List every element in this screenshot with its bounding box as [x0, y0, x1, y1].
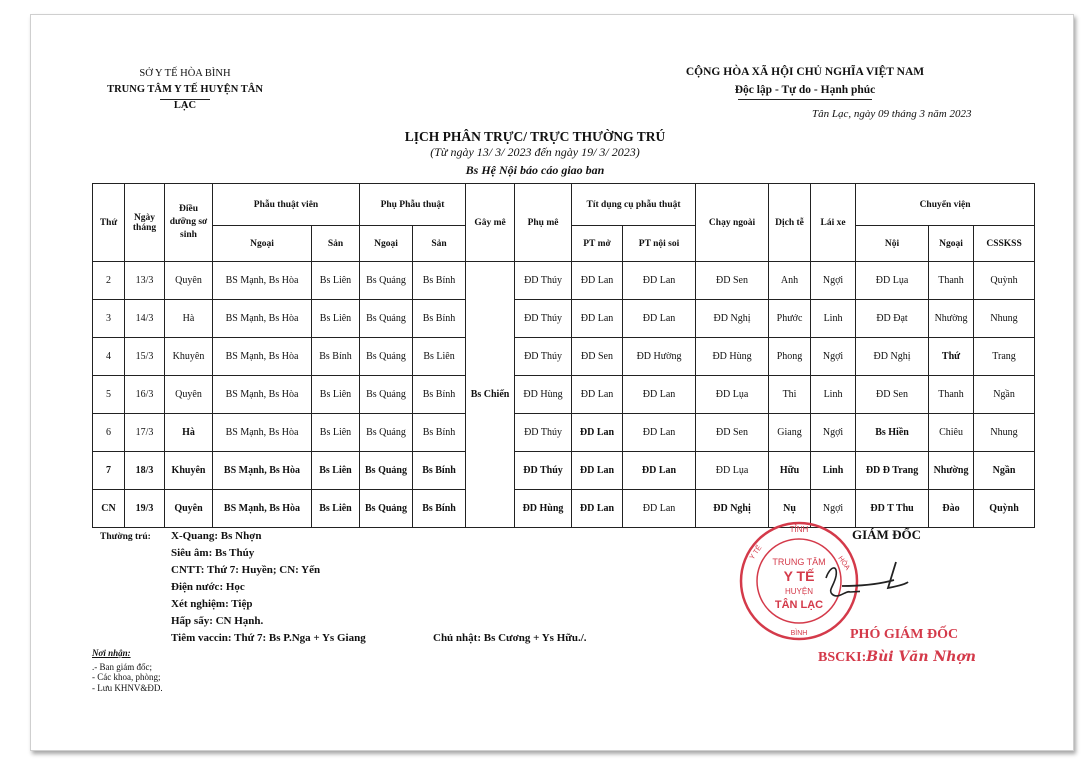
date-range: (Từ ngày 13/ 3/ 2023 đến ngày 19/ 3/ 2023)	[430, 145, 640, 159]
svg-text:HUYỆN: HUYỆN	[784, 587, 814, 596]
cell-chay-ngoai: ĐD Sen	[696, 262, 769, 300]
table-row	[93, 376, 1035, 414]
svg-text:Y TẾ: Y TẾ	[783, 568, 815, 584]
cell-cv-csskss: Quỳnh	[974, 262, 1035, 300]
recipient-item: .- Ban giám đốc;	[92, 661, 152, 672]
header-pt-noi-soi: PT nội soi	[623, 226, 696, 262]
signature-person: Bùi Văn Nhợn	[866, 649, 976, 665]
cell-ngay: 15/3	[125, 338, 165, 376]
header-cv-noi: Nội	[856, 226, 929, 262]
cell-phu-san: Bs Liên	[413, 338, 466, 376]
cell-pt-mo: ĐD Lan	[572, 262, 623, 300]
cell-cv-ngoai: Đào	[929, 490, 974, 528]
cell-dieu-duong: Quyên	[165, 262, 213, 300]
cell-ptv-san: Bs Liên	[312, 262, 360, 300]
header-phu-me: Phụ mê	[515, 184, 572, 262]
cell-chay-ngoai: ĐD Nghị	[696, 300, 769, 338]
cell-pt-mo: ĐD Sen	[572, 338, 623, 376]
cell-dich-te: Hữu	[769, 452, 811, 490]
cell-phu-ngoai: Bs Quảng	[360, 452, 413, 490]
cell-cv-ngoai: Nhường	[929, 300, 974, 338]
header-gay-me: Gây mê	[466, 184, 515, 262]
cell-thu: 7	[93, 452, 125, 490]
cell-chay-ngoai: ĐD Lụa	[696, 376, 769, 414]
cell-dieu-duong: Hà	[165, 300, 213, 338]
reporter-line: Bs Hệ Nội báo cáo giao ban	[465, 163, 605, 177]
cell-ngay: 18/3	[125, 452, 165, 490]
cell-chay-ngoai: ĐD Sen	[696, 414, 769, 452]
header-lai-xe: Lái xe	[811, 184, 856, 262]
header-right-underline	[738, 99, 872, 100]
footer-sieu-am: Siêu âm: Bs Thúy	[171, 547, 255, 559]
cell-cv-csskss: Nhung	[974, 414, 1035, 452]
cell-cv-noi: ĐD Lụa	[856, 262, 929, 300]
cell-pt-mo: ĐD Lan	[572, 414, 623, 452]
cell-dich-te: Giang	[769, 414, 811, 452]
cell-ptv-ngoai: BS Mạnh, Bs Hòa	[213, 300, 312, 338]
cell-pt-mo: ĐD Lan	[572, 300, 623, 338]
cell-ptv-san: Bs Liên	[312, 490, 360, 528]
footer-xet-nghiem: Xét nghiệm: Tiệp	[171, 598, 253, 610]
cell-ptv-ngoai: BS Mạnh, Bs Hòa	[213, 452, 312, 490]
cell-cv-ngoai: Thanh	[929, 262, 974, 300]
table-row	[93, 414, 1035, 452]
handwritten-signature-icon	[840, 560, 910, 600]
header-ngay-thang: Ngày tháng	[125, 184, 165, 262]
cell-lai-xe: Linh	[811, 300, 856, 338]
cell-pt-mo: ĐD Lan	[572, 452, 623, 490]
cell-thu: CN	[93, 490, 125, 528]
footer-xquang: X-Quang: Bs Nhợn	[171, 530, 262, 542]
cell-phu-san: Bs Bính	[413, 452, 466, 490]
cell-ptv-ngoai: BS Mạnh, Bs Hòa	[213, 414, 312, 452]
cell-cv-noi: ĐD Đ Trang	[856, 452, 929, 490]
cell-lai-xe: Linh	[811, 376, 856, 414]
footer-cntt: CNTT: Thứ 7: Huyền; CN: Yến	[171, 564, 321, 576]
table-row	[93, 452, 1035, 490]
cell-ngay: 13/3	[125, 262, 165, 300]
header-cv-csskss: CSSKSS	[974, 226, 1035, 262]
cell-cv-noi: ĐD Sen	[856, 376, 929, 414]
table-row	[93, 490, 1035, 528]
cell-phu-ngoai: Bs Quảng	[360, 262, 413, 300]
recipient-item: - Lưu KHNV&ĐD.	[92, 682, 163, 693]
cell-dich-te: Phước	[769, 300, 811, 338]
cell-cv-ngoai: Thứ	[929, 338, 974, 376]
signature-subtitle: PHÓ GIÁM ĐỐC	[850, 627, 959, 642]
svg-text:TÂN LẠC: TÂN LẠC	[774, 599, 824, 611]
cell-chay-ngoai: ĐD Nghị	[696, 490, 769, 528]
cell-dieu-duong: Quyên	[165, 376, 213, 414]
cell-phu-me: ĐD Thúy	[515, 338, 572, 376]
cell-cv-noi: ĐD Nghị	[856, 338, 929, 376]
header-ptv-san: Sản	[312, 226, 360, 262]
cell-cv-noi: ĐD T Thu	[856, 490, 929, 528]
header-chuyen-vien: Chuyển viện	[856, 184, 1035, 226]
cell-ptv-san: Bs Liên	[312, 300, 360, 338]
cell-phu-san: Bs Bính	[413, 262, 466, 300]
cell-dich-te: Phong	[769, 338, 811, 376]
cell-lai-xe: Ngợi	[811, 414, 856, 452]
recipients-title: Nơi nhận:	[92, 648, 131, 658]
cell-ngay: 16/3	[125, 376, 165, 414]
cell-pt-noi-soi: ĐD Lan	[623, 414, 696, 452]
cell-chay-ngoai: ĐD Lụa	[696, 452, 769, 490]
cell-phu-me: ĐD Thúy	[515, 262, 572, 300]
cell-cv-csskss: Trang	[974, 338, 1035, 376]
cell-ptv-ngoai: BS Mạnh, Bs Hòa	[213, 338, 312, 376]
cell-dich-te: Thi	[769, 376, 811, 414]
cell-pt-noi-soi: ĐD Lan	[623, 300, 696, 338]
cell-ptv-san: Bs Liên	[312, 414, 360, 452]
header-thu: Thứ	[93, 184, 125, 262]
cell-cv-csskss: Quỳnh	[974, 490, 1035, 528]
header-chay-ngoai: Chạy ngoài	[696, 184, 769, 262]
cell-thu: 2	[93, 262, 125, 300]
header-left-underline	[160, 99, 210, 100]
cell-pt-noi-soi: ĐD Lan	[623, 452, 696, 490]
cell-pt-mo: ĐD Lan	[572, 376, 623, 414]
cell-thu: 3	[93, 300, 125, 338]
header-tit-dung-cu: Tít dụng cụ phẫu thuật	[572, 184, 696, 226]
header-phu-ngoai: Ngoại	[360, 226, 413, 262]
cell-ptv-san: Bs Liên	[312, 376, 360, 414]
cell-phu-me: ĐD Hùng	[515, 490, 572, 528]
cell-phu-san: Bs Bính	[413, 376, 466, 414]
cell-cv-noi: ĐD Đạt	[856, 300, 929, 338]
cell-lai-xe: Ngợi	[811, 262, 856, 300]
footer-chu-nhat: Chủ nhật: Bs Cương + Ys Hữu./.	[433, 632, 587, 644]
cell-pt-noi-soi: ĐD Lan	[623, 490, 696, 528]
cell-cv-ngoai: Thanh	[929, 376, 974, 414]
cell-phu-me: ĐD Hùng	[515, 376, 572, 414]
cell-phu-me: ĐD Thúy	[515, 414, 572, 452]
cell-phu-san: Bs Bính	[413, 300, 466, 338]
cell-pt-mo: ĐD Lan	[572, 490, 623, 528]
svg-text:Y TẾ: Y TẾ	[748, 544, 764, 562]
cell-pt-noi-soi: ĐD Lan	[623, 376, 696, 414]
cell-cv-csskss: Nhung	[974, 300, 1035, 338]
svg-text:BÌNH: BÌNH	[790, 630, 808, 637]
cell-ptv-san: Bs Liên	[312, 452, 360, 490]
header-ptv-ngoai: Ngoại	[213, 226, 312, 262]
department-name: SỞ Y TẾ HÒA BÌNH	[139, 68, 231, 79]
header-cv-ngoai: Ngoại	[929, 226, 974, 262]
cell-phu-ngoai: Bs Quảng	[360, 300, 413, 338]
cell-lai-xe: Linh	[811, 452, 856, 490]
cell-phu-ngoai: Bs Quảng	[360, 338, 413, 376]
cell-dieu-duong: Khuyên	[165, 338, 213, 376]
cell-ptv-san: Bs Bính	[312, 338, 360, 376]
footer-dien-nuoc: Điện nước: Học	[171, 581, 245, 593]
cell-pt-noi-soi: ĐD Hường	[623, 338, 696, 376]
cell-ptv-ngoai: BS Mạnh, Bs Hòa	[213, 262, 312, 300]
cell-dieu-duong: Hà	[165, 414, 213, 452]
header-left	[100, 66, 270, 114]
footer-label: Thường trú:	[100, 532, 151, 542]
cell-phu-ngoai: Bs Quảng	[360, 376, 413, 414]
cell-lai-xe: Ngợi	[811, 490, 856, 528]
cell-thu: 5	[93, 376, 125, 414]
cell-ptv-ngoai: BS Mạnh, Bs Hòa	[213, 490, 312, 528]
table-row	[93, 262, 1035, 300]
recipients-block	[92, 648, 163, 693]
cell-phu-ngoai: Bs Quảng	[360, 414, 413, 452]
cell-cv-ngoai: Nhường	[929, 452, 974, 490]
header-phu-phau-thuat: Phụ Phẫu thuật	[360, 184, 466, 226]
cell-pt-noi-soi: ĐD Lan	[623, 262, 696, 300]
schedule-table	[92, 183, 1035, 528]
table-row	[93, 338, 1035, 376]
country-name: CỘNG HÒA XÃ HỘI CHỦ NGHĨA VIỆT NAM	[685, 66, 925, 78]
header-phu-san: Sản	[413, 226, 466, 262]
cell-dich-te: Nụ	[769, 490, 811, 528]
cell-gay-me: Bs Chiến	[466, 262, 515, 528]
header-right	[660, 63, 950, 99]
footer-hap-say: Hấp sấy: CN Hạnh.	[171, 615, 264, 627]
page-title: LỊCH PHÂN TRỰC/ TRỰC THƯỜNG TRÚ	[404, 129, 666, 144]
cell-cv-csskss: Ngần	[974, 376, 1035, 414]
motto: Độc lập - Tự do - Hạnh phúc	[734, 84, 876, 96]
cell-phu-san: Bs Bính	[413, 414, 466, 452]
cell-thu: 6	[93, 414, 125, 452]
svg-text:HÒA: HÒA	[836, 555, 851, 572]
header-dieu-duong: Điều dưỡng sơ sinh	[165, 184, 213, 262]
date-line: Tân Lạc, ngày 09 tháng 3 năm 2023	[812, 108, 972, 120]
cell-ngay: 19/3	[125, 490, 165, 528]
header-dich-te: Dịch tễ	[769, 184, 811, 262]
cell-cv-csskss: Ngần	[974, 452, 1035, 490]
footer-tiem-vaccin: Tiêm vaccin: Thứ 7: Bs P.Nga + Ys Giang	[171, 632, 366, 644]
cell-chay-ngoai: ĐD Hùng	[696, 338, 769, 376]
cell-dich-te: Anh	[769, 262, 811, 300]
cell-thu: 4	[93, 338, 125, 376]
cell-phu-me: ĐD Thúy	[515, 300, 572, 338]
cell-phu-me: ĐD Thúy	[515, 452, 572, 490]
cell-phu-san: Bs Bính	[413, 490, 466, 528]
cell-ngay: 17/3	[125, 414, 165, 452]
signature-prefix: BSCKI:	[818, 650, 867, 665]
recipient-item: - Các khoa, phòng;	[92, 672, 161, 682]
center-name: TRUNG TÂM Y TẾ HUYỆN TÂN LẠC	[107, 84, 263, 111]
signature-title: GIÁM ĐỐC	[852, 527, 921, 542]
svg-text:TỈNH: TỈNH	[789, 525, 809, 534]
cell-lai-xe: Ngợi	[811, 338, 856, 376]
cell-dieu-duong: Khuyên	[165, 452, 213, 490]
cell-ptv-ngoai: BS Mạnh, Bs Hòa	[213, 376, 312, 414]
header-phau-thuat-vien: Phẫu thuật viên	[213, 184, 360, 226]
cell-cv-noi: Bs Hiền	[856, 414, 929, 452]
signature-name	[818, 649, 976, 666]
header-pt-mo: PT mở	[572, 226, 623, 262]
cell-cv-ngoai: Chiêu	[929, 414, 974, 452]
svg-text:TRUNG TÂM: TRUNG TÂM	[772, 557, 826, 567]
cell-ngay: 14/3	[125, 300, 165, 338]
cell-dieu-duong: Quyên	[165, 490, 213, 528]
cell-phu-ngoai: Bs Quảng	[360, 490, 413, 528]
table-row	[93, 300, 1035, 338]
